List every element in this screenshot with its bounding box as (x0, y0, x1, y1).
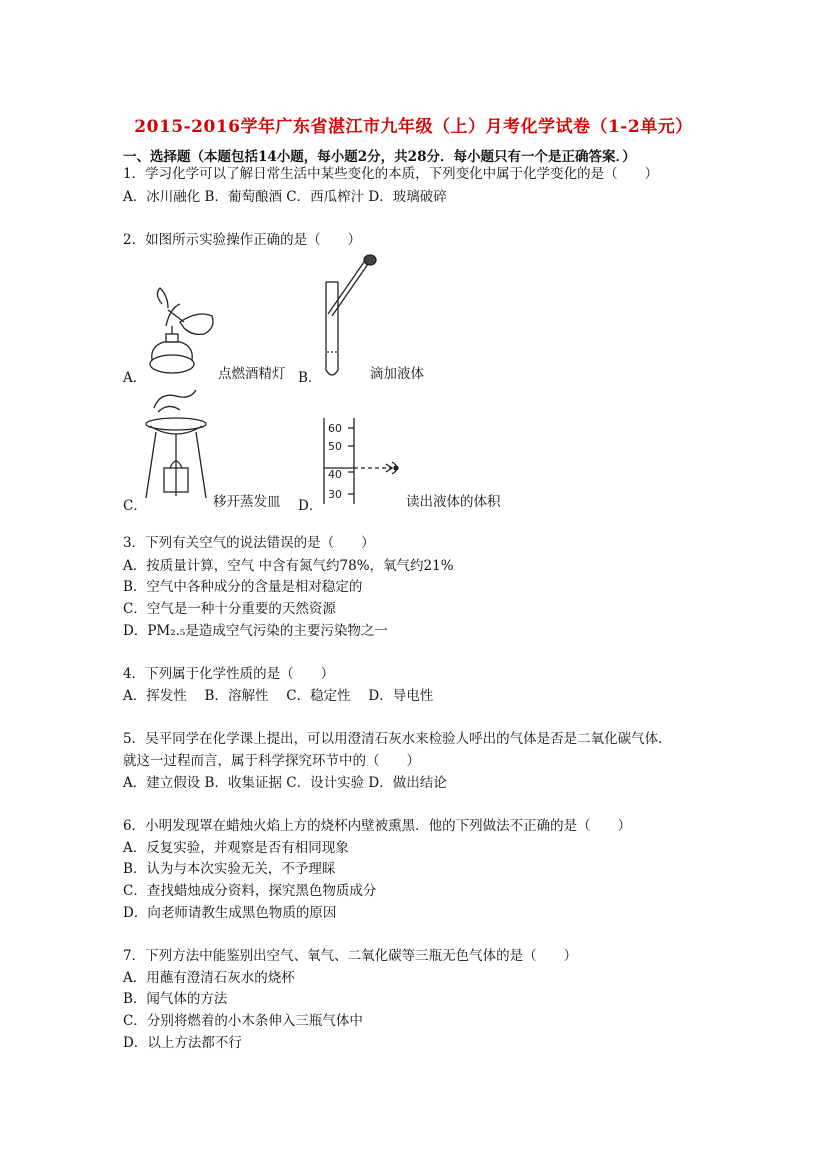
page-title: 2015-2016学年广东省湛江市九年级（上）月考化学试卷（1-2单元） (134, 117, 693, 137)
question-5-stem-line-1: 5．吴平同学在化学课上提出，可以用澄清石灰水来检验人呼出的气体是否是二氧化碳气体． (123, 731, 672, 747)
tick-label-60: 60 (328, 422, 342, 435)
question-5-options: A．建立假设 B．收集证据 C．设计实验 D．做出结论 (123, 775, 447, 791)
graduated-cylinder-figure (318, 416, 406, 506)
option-d-letter: D． (298, 498, 323, 514)
question-7-option-d: D．以上方法都不行 (123, 1035, 242, 1051)
question-1-options: A．冰川融化 B．葡萄酿酒 C．西瓜榨汁 D．玻璃破碎 (123, 189, 447, 205)
question-6-option-c: C．查找蜡烛成分资料，探究黑色物质成分 (123, 883, 377, 899)
tick-label-30: 30 (328, 488, 342, 501)
question-2-stem: 2．如图所示实验操作正确的是（ ） (123, 232, 362, 248)
question-4-options: A．挥发性 B．溶解性 C．稳定性 D．导电性 (123, 688, 434, 704)
tick-label-50: 50 (328, 440, 342, 453)
section-heading: 一、选择题（本题包括14小题，每小题2分，共28分．每小题只有一个是正确答案．） (123, 149, 636, 165)
tick-label-40: 40 (328, 468, 342, 481)
option-b-letter: B． (298, 370, 322, 386)
question-3-option-a: A．按质量计算，空气 中含有氮气约78%，氧气约21% (123, 558, 454, 574)
option-a-letter: A． (123, 370, 147, 386)
question-7-option-b: B．闻气体的方法 (123, 991, 228, 1007)
question-1-stem: 1．学习化学可以了解日常生活中某些变化的本质，下列变化中属于化学变化的是（ ） (123, 166, 659, 182)
option-d-caption: 读出液体的体积 (406, 494, 501, 510)
question-7-stem: 7．下列方法中能鉴别出空气、氧气、二氧化碳等三瓶无色气体的是（ ） (123, 948, 578, 964)
question-3-option-b: B．空气中各种成分的含量是相对稳定的 (123, 579, 363, 595)
question-6-option-b: B．认为与本次实验无关，不予理睬 (123, 861, 336, 877)
option-a-caption: 点燃酒精灯 (218, 366, 286, 382)
question-4-stem: 4．下列属于化学性质的是（ ） (123, 666, 335, 682)
question-5-stem-line-2: 就这一过程而言，属于科学探究环节中的（ ） (123, 753, 420, 769)
option-c-letter: C． (123, 498, 147, 514)
question-6-option-d: D．向老师请教生成黑色物质的原因 (123, 905, 337, 921)
dropper-test-tube-figure (318, 252, 378, 382)
option-b-caption: 滴加液体 (370, 366, 424, 382)
question-6-option-a: A．反复实验，并观察是否有相同现象 (123, 840, 349, 856)
question-7-option-c: C．分别将燃着的小木条伸入三瓶气体中 (123, 1013, 363, 1029)
alcohol-lamp-figure (140, 286, 220, 382)
question-7-option-a: A．用蘸有澄清石灰水的烧杯 (123, 970, 295, 986)
question-3-option-c: C．空气是一种十分重要的天然资源 (123, 601, 336, 617)
evaporating-dish-figure (140, 388, 212, 500)
question-6-stem: 6．小明发现罩在蜡烛火焰上方的烧杯内壁被熏黑．他的下列做法不正确的是（ ） (123, 818, 632, 834)
question-3-option-d: D．PM₂.₅是造成空气污染的主要污染物之一 (123, 623, 388, 639)
question-3-stem: 3．下列有关空气的说法错误的是（ ） (123, 535, 375, 551)
option-c-caption: 移开蒸发皿 (213, 494, 281, 510)
